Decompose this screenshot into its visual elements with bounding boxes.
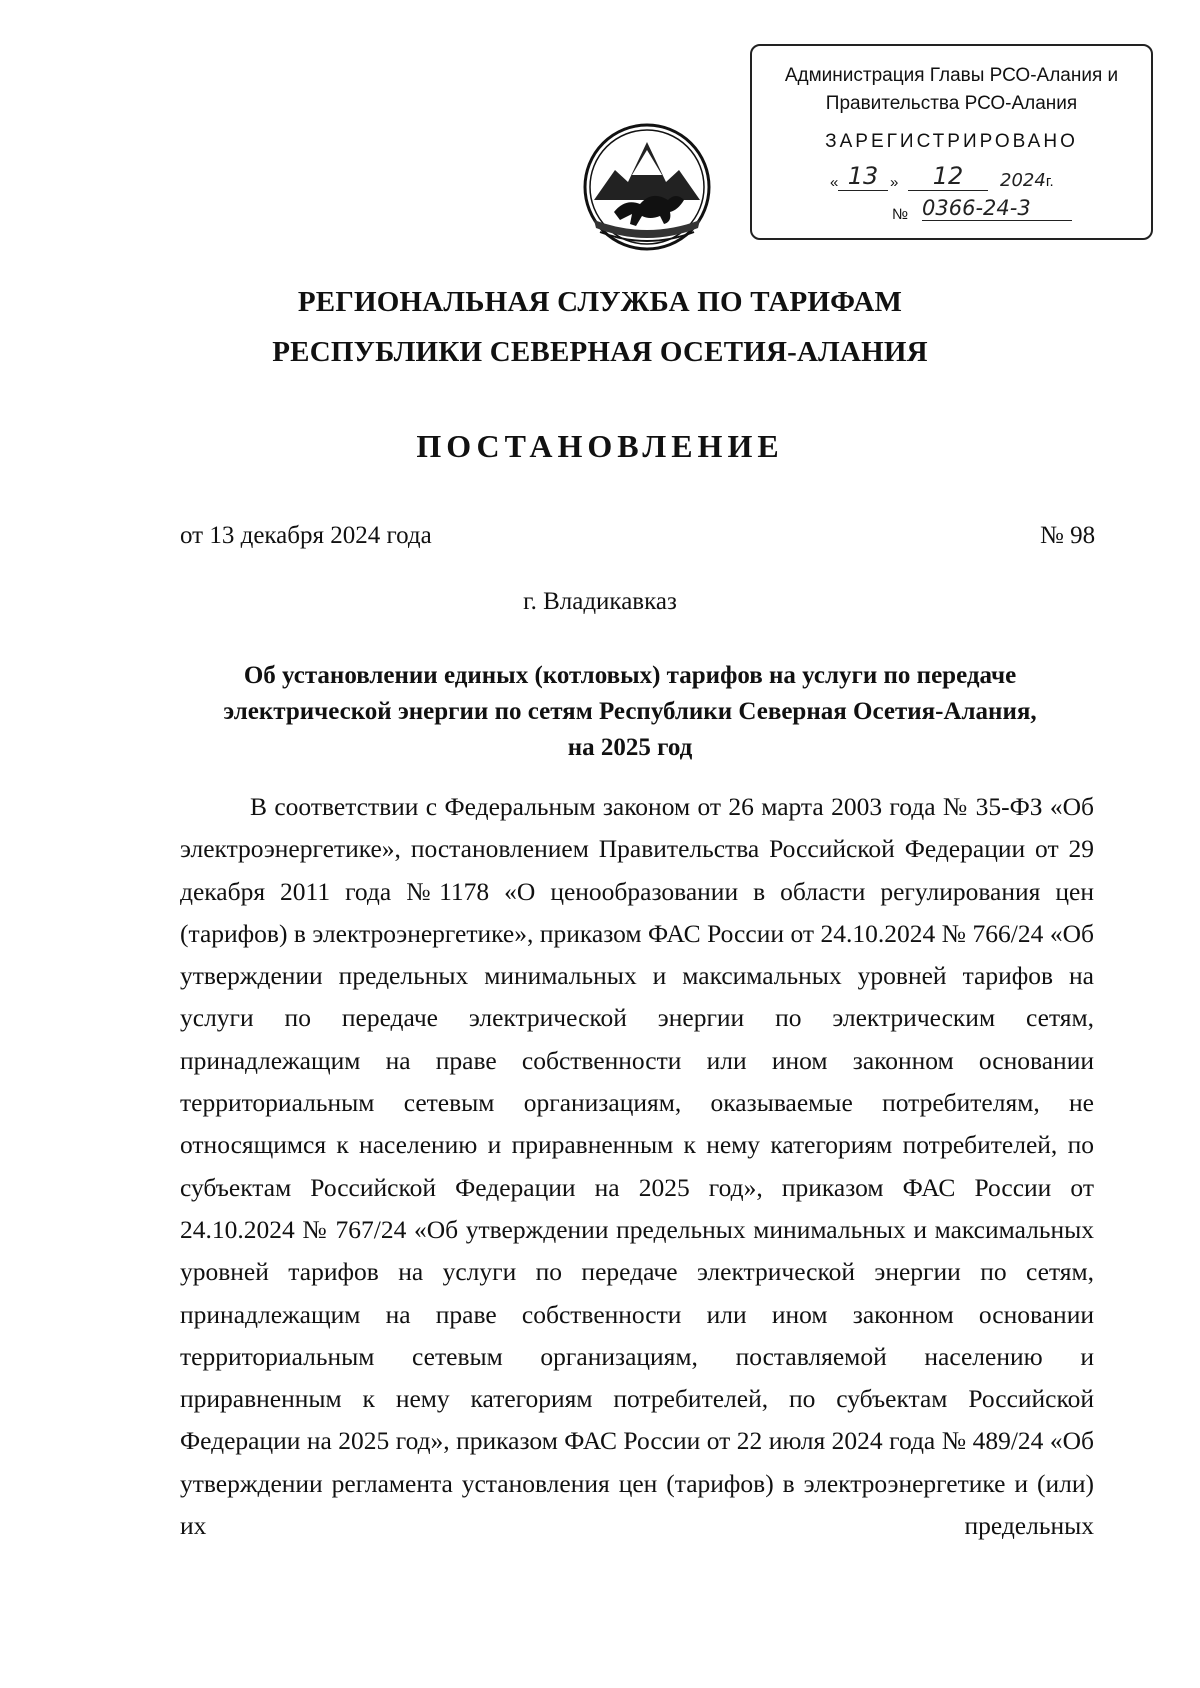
document-date: от 13 декабря 2024 года: [180, 522, 432, 549]
registration-stamp: [750, 44, 1153, 240]
stamp-day: 13: [838, 162, 888, 191]
subject-line-2: электрической энергии по сетям Республики Северная Осетия-Алания,: [223, 698, 1037, 725]
stamp-number-value: 0366-24-3: [922, 196, 1072, 221]
stamp-line-1: Администрация Главы РСО-Алания и: [784, 65, 1119, 86]
stamp-number: [752, 196, 1151, 228]
stamp-year-suffix: г.: [1045, 173, 1054, 190]
header-line-2: РЕСПУБЛИКИ СЕВЕРНАЯ ОСЕТИЯ-АЛАНИЯ: [272, 336, 928, 368]
document-subject: [160, 658, 1100, 766]
stamp-number-prefix: №: [892, 206, 909, 223]
document-number: № 98: [1040, 522, 1096, 549]
stamp-month: 12: [908, 162, 988, 191]
document-type: ПОСТАНОВЛЕНИЕ: [416, 428, 784, 464]
stamp-year: 2024: [1000, 170, 1046, 191]
document-city: г. Владикавказ: [523, 588, 677, 615]
body-paragraph: В соответствии с Федеральным законом от 26 марта 2003 года № 35-ФЗ «Об электроэнергетике», постановлением Правительства Российской Федерации от 29 декабря 2011 года №1178 «О ценообразовании в области регулирования цен (тарифов) в электроэнергетике», приказом ФАС России от 24.10.2024 № 766/24 «Об утверждении предельных минимальных и максимальных уровней тарифов на услуги по передаче электрической энергии по электрическим сетям, принадлежащим на праве собственности или ином законном основании территориальным сетевым организациям, оказываемые потребителям, не относящимся к населению и приравненным к нему категориям потребителей, по субъектам Российской Федерации на 2025 год», приказом ФАС России от 24.10.2024 № 767/24 «Об утверждении предельных минимальных и максимальных уровней тарифов на услуги по передаче электрической энергии по сетям, принадлежащим на праве собственности или ином законном основании территориальным сетевым организациям, поставляемой населению и приравненным к нему категориям потребителей, по субъектам Российской Федерации на 2025 год», приказом ФАС России от 22 июля 2024 года № 489/24 «Об утверждении регламента установления цен (тарифов) в электроэнергетике и (или) их предельных: [180, 792, 1094, 1541]
stamp-line-2: Правительства РСО-Алания: [825, 93, 1078, 114]
stamp-registered: ЗАРЕГИСТРИРОВАНО: [825, 131, 1078, 152]
stamp-year-group: [1000, 170, 1054, 191]
coat-of-arms-icon: [580, 120, 714, 254]
subject-line-1: Об установлении единых (котловых) тарифов на услуги по передаче: [243, 662, 1017, 689]
stamp-date: « 13 » 12 2024г.: [830, 162, 1054, 191]
subject-line-3: на 2025 год: [567, 734, 693, 761]
header-line-1: РЕГИОНАЛЬНАЯ СЛУЖБА ПО ТАРИФАМ: [297, 286, 903, 318]
